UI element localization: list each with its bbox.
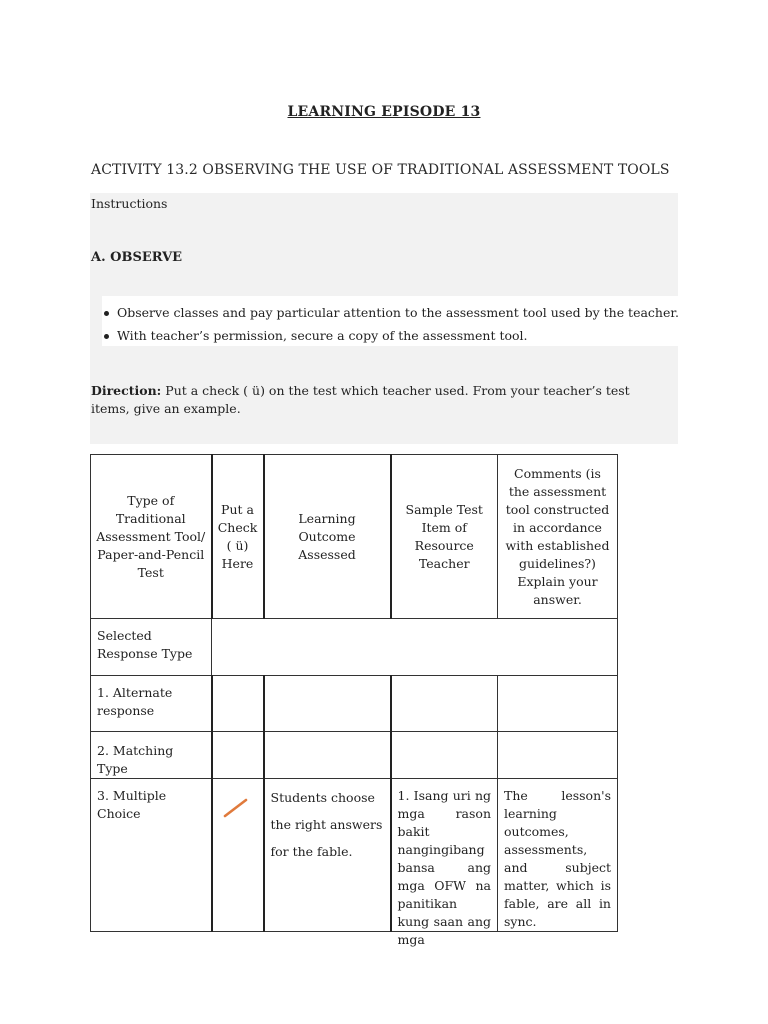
direction-paragraph: [91, 382, 671, 418]
section-row-label: Selected Response Type: [91, 619, 212, 676]
row-sample: [391, 779, 498, 947]
row-outcome: Students choose the right answers for the fable.: [264, 779, 391, 932]
row-sample: [391, 676, 498, 732]
section-row-span: [212, 619, 618, 676]
row-type: 1. Alternate response: [91, 676, 212, 732]
section-heading: A. OBSERVE: [91, 250, 183, 265]
bullet-item: With teacher’s permission, secure a copy of the assessment tool.: [104, 327, 679, 350]
header-type: Type of Traditional Assessment Tool/ Paper-and-Pencil Test: [91, 455, 212, 619]
bullet-list: [104, 304, 679, 350]
row-check-cell[interactable]: [212, 779, 264, 932]
direction-label: Direction:: [91, 383, 162, 398]
row-outcome: [264, 676, 391, 732]
activity-title: ACTIVITY 13.2 OBSERVING THE USE OF TRADITIONAL ASSESSMENT TOOLS: [91, 162, 670, 178]
check-mark-icon: [222, 795, 250, 819]
instructions-label: Instructions: [91, 196, 168, 211]
row-check-cell[interactable]: [212, 732, 264, 779]
episode-title: LEARNING EPISODE 13: [287, 104, 481, 120]
row-comment: [498, 676, 618, 732]
table-header-row: [91, 455, 618, 619]
row-type: 2. Matching Type: [91, 732, 212, 779]
row-type: 3. Multiple Choice: [91, 779, 212, 932]
table-row: [91, 619, 618, 676]
row-comment: [498, 732, 618, 779]
assessment-table: [90, 454, 618, 947]
row-sample-text: 1. Isang uri ng mga rason bakit nangingibang bansa ang mga OFW na panitikan kung saan ang mga: [397, 788, 491, 947]
header-outcome: Learning Outcome Assessed: [264, 455, 391, 619]
row-comment: The lesson's learning outcomes, assessments, and subject matter, which is fable, are all in sync.: [498, 779, 618, 932]
table-row: [91, 676, 618, 732]
table-row: [91, 732, 618, 779]
row-sample: [391, 732, 498, 779]
header-comments: Comments (is the assessment tool constructed in accordance with established guidelines?) Explain your answer.: [498, 455, 618, 619]
row-outcome: [264, 732, 391, 779]
row-check-cell[interactable]: [212, 676, 264, 732]
bullet-item: Observe classes and pay particular attention to the assessment tool used by the teacher.: [104, 304, 679, 327]
table-row: [91, 779, 618, 932]
header-sample: Sample Test Item of Resource Teacher: [391, 455, 498, 619]
direction-text: Put a check ( ü) on the test which teacher used. From your teacher’s test items, give an example.: [91, 383, 630, 416]
header-check: Put a Check ( ü) Here: [212, 455, 264, 619]
